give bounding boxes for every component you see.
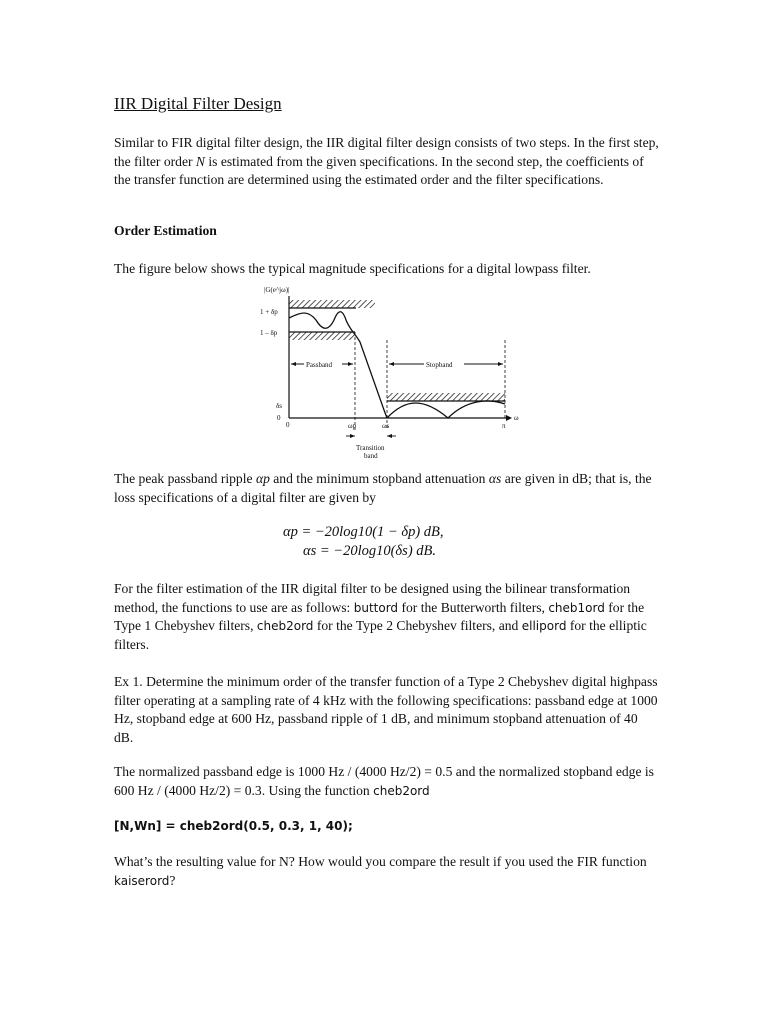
omega-p-label: ωp — [348, 422, 357, 430]
question-text-b: ? — [169, 872, 176, 888]
figure-intro-paragraph: The figure below shows the typical magnitude specifications for a digital lowpass filter. — [114, 261, 591, 276]
stopband-arrow-right — [498, 362, 503, 366]
function-cheb1ord: cheb1ord — [548, 600, 605, 615]
function-cheb2ord-inline: cheb2ord — [373, 783, 430, 798]
passband-arrow-right — [348, 362, 353, 366]
transition-label-2: band — [364, 452, 378, 460]
zero-y-label: 0 — [277, 414, 281, 422]
passband-label: Passband — [306, 361, 333, 369]
transition-arrowhead-left — [350, 434, 355, 438]
estimation-paragraph — [114, 580, 659, 654]
pi-label: π — [502, 422, 506, 430]
function-cheb2ord: cheb2ord — [256, 619, 314, 634]
ripple-alpha-s: αs — [488, 471, 502, 486]
zero-x-label: 0 — [286, 421, 290, 429]
stopband-arrow-left — [389, 362, 394, 366]
passband-lower-hatch — [289, 332, 355, 340]
transition-label-1: Transition — [356, 444, 385, 452]
intro-text-1: Similar to FIR digital filter design, the IIR digital filter design consists of two steps. In the first step, the filter order — [114, 135, 659, 169]
ripple-alpha-p: αp — [255, 471, 270, 486]
lowpass-spec-figure — [256, 280, 522, 464]
omega-axis-arrow — [506, 415, 512, 421]
tick-upper-label: 1 + δp — [260, 308, 278, 316]
estimation-text-d: for the Type 2 Chebyshev filters, and — [313, 618, 522, 634]
intro-text-2: is estimated from the given specifications. In the second step, the coefficients of the transfer function are determined using the estimated order and the filter specifications. — [114, 153, 644, 188]
example-paragraph: Ex 1. Determine the minimum order of the transfer function of a Type 2 Chebyshev digital highpass filter operating at a sampling rate of 4 kHz with the following specifications: passband edge at 1000 Hz, stopband edge at 600 Hz, passband ripple of 1 dB, and minimum stopband attenuation of 40 dB. — [114, 674, 658, 745]
y-axis-label: |G(e^jω)| — [264, 286, 290, 294]
estimation-text-c: for the Type 1 Chebyshev filters, — [114, 599, 645, 634]
lowpass-spec-diagram — [256, 280, 522, 464]
ripple-paragraph — [114, 470, 659, 507]
estimation-text-b: for the Butterworth filters, — [398, 599, 549, 615]
estimation-text-a: For the filter estimation of the IIR digital filter to be designed using the bilinear transformation method, the functions to use are as follows: — [114, 581, 631, 615]
normalized-paragraph — [114, 763, 659, 800]
function-buttord: buttord — [353, 600, 399, 615]
transition-arrowhead-right — [387, 434, 392, 438]
tick-lower-label: 1 – δp — [260, 329, 278, 337]
ripple-text-c: are given in dB; that is, the loss specifications of a digital filter are given by — [114, 471, 652, 505]
omega-axis-label: ω — [514, 414, 519, 422]
passband-upper-hatch — [289, 300, 375, 308]
ripple-text-b: and the minimum stopband attenuation — [269, 471, 489, 486]
question-paragraph — [114, 853, 659, 890]
estimation-text-e: for the elliptic filters. — [114, 618, 647, 652]
section-heading: Order Estimation — [114, 223, 217, 238]
function-ellipord: ellipord — [521, 619, 567, 634]
intro-variable-n: N — [195, 153, 205, 169]
code-line: [N,Wn] = cheb2ord(0.5, 0.3, 1, 40); — [114, 819, 353, 833]
omega-s-label: ωs — [382, 422, 390, 430]
ripple-text-a: The peak passband ripple — [114, 471, 256, 486]
normalized-text: The normalized passband edge is 1000 Hz / (4000 Hz/2) = 0.5 and the normalized stopband edge is 600 Hz / (4000 Hz/2) = 0.3. Using the function — [114, 764, 654, 798]
equation-alpha-p: αp = −20log10(1 − δp) dB, — [283, 524, 444, 540]
question-text-a: What’s the resulting value for N? How would you compare the result if you used the FIR function — [114, 854, 647, 869]
stopband-label: Stopband — [426, 361, 453, 369]
passband-arrow-left — [291, 362, 296, 366]
tick-stop-label: δs — [276, 402, 283, 410]
intro-paragraph — [114, 134, 659, 190]
page-title: IIR Digital Filter Design — [114, 94, 282, 113]
equation-alpha-s: αs = −20log10(δs) dB. — [303, 543, 436, 559]
function-kaiserord: kaiserord — [114, 873, 170, 888]
response-curve-stopband — [387, 401, 505, 418]
stopband-hatch — [387, 393, 505, 401]
